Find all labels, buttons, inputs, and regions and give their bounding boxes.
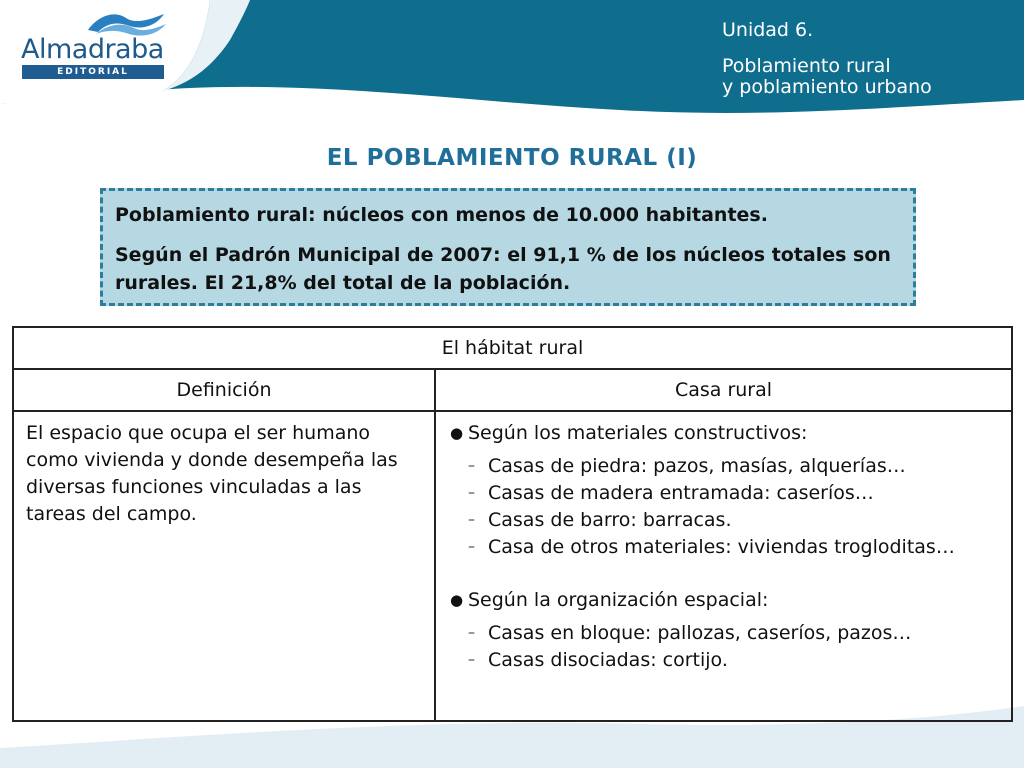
- list-item-text: Casas de madera entramada: caseríos…: [488, 482, 874, 504]
- dash-icon: –: [468, 652, 475, 668]
- slide-title: EL POBLAMIENTO RURAL (I): [326, 145, 698, 171]
- rural-house-column-header: Casa rural: [435, 369, 1012, 411]
- classification-group: [448, 587, 999, 674]
- list-item-text: Casa de otros materiales: viviendas trogloditas…: [488, 536, 955, 558]
- logo-wordmark: Almadraba: [21, 34, 164, 65]
- classification-list: [448, 420, 999, 674]
- list-item-text: Casas disociadas: cortijo.: [488, 649, 728, 671]
- list-item-text: Casas en bloque: pallozas, caseríos, pazos…: [488, 622, 912, 644]
- dash-icon: –: [468, 539, 475, 555]
- list-item: [448, 453, 999, 480]
- definition-infobox: [100, 188, 916, 306]
- logo-subtitle: EDITORIAL: [22, 65, 164, 79]
- group-label: Según la organización espacial:: [468, 589, 769, 611]
- unit-subtitle-line2: y poblamiento urbano: [722, 76, 932, 98]
- unit-heading: [722, 20, 932, 98]
- type-list: [468, 453, 999, 561]
- list-item: [448, 534, 999, 561]
- definition-column-header: Definición: [13, 369, 435, 411]
- list-item: [448, 620, 999, 647]
- infobox-line-2: Según el Padrón Municipal de 2007: el 91,1 % de los núcleos totales son rurales. El 21,8% del total de la población.: [115, 244, 891, 294]
- bullet-icon: ●: [450, 591, 464, 609]
- dash-icon: –: [468, 512, 475, 528]
- list-item-text: Casas de piedra: pazos, masías, alquerías…: [488, 455, 906, 477]
- unit-label: Unidad 6.: [722, 19, 814, 41]
- list-item: [448, 507, 999, 534]
- rural-house-cell: [435, 411, 1012, 721]
- rural-habitat-table: [12, 326, 1013, 722]
- dash-icon: –: [468, 458, 475, 474]
- dash-icon: –: [468, 485, 475, 501]
- almadraba-logo: [18, 8, 170, 80]
- dash-icon: –: [468, 625, 475, 641]
- bullet-icon: ●: [450, 424, 464, 442]
- definition-text: El espacio que ocupa el ser humano como vivienda y donde desempeña las diversas funciones vinculadas a las tareas del campo.: [26, 422, 398, 525]
- list-item: [448, 647, 999, 674]
- infobox-line-1: Poblamiento rural: núcleos con menos de 10.000 habitantes.: [115, 204, 768, 226]
- definition-cell: [13, 411, 435, 721]
- type-list: [468, 620, 999, 674]
- unit-subtitle-line1: Poblamiento rural: [722, 55, 891, 77]
- list-item: [448, 480, 999, 507]
- list-item-text: Casas de barro: barracas.: [488, 509, 732, 531]
- group-label: Según los materiales constructivos:: [468, 422, 808, 444]
- table-caption: El hábitat rural: [13, 327, 1012, 369]
- classification-group: [448, 420, 999, 561]
